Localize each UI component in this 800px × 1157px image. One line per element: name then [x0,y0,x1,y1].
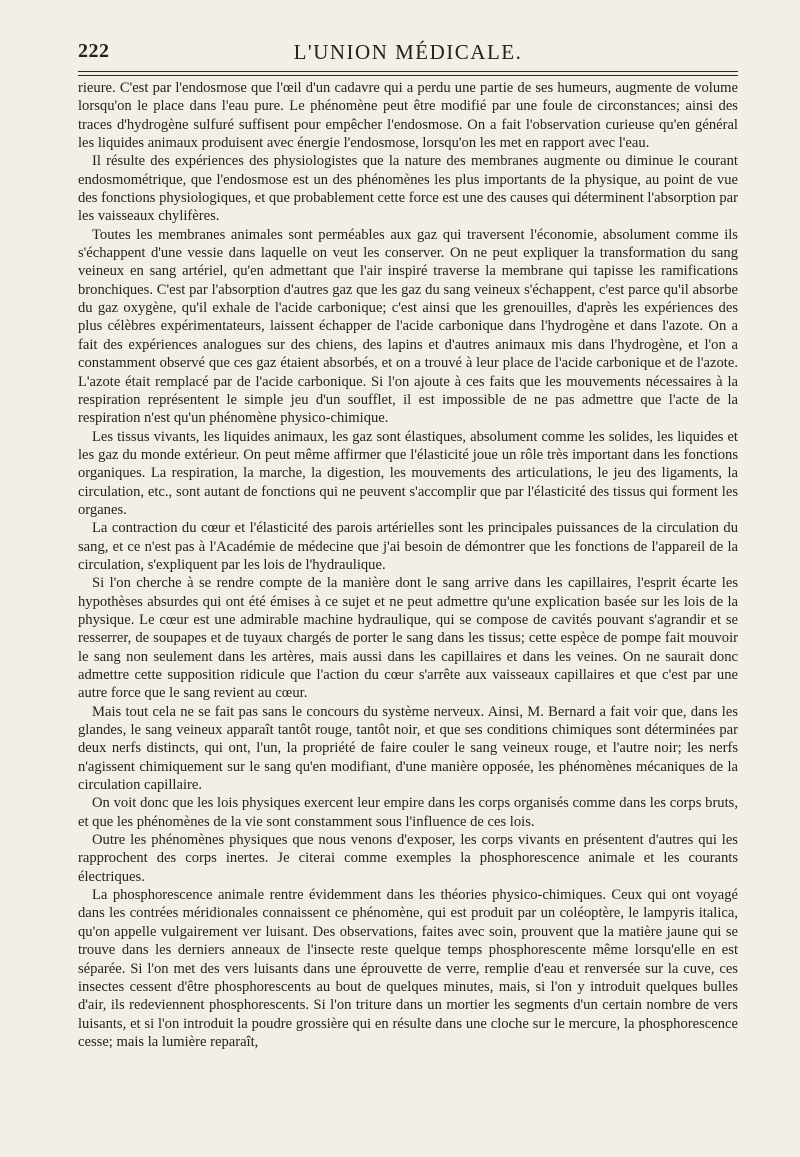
header-rule [78,71,738,72]
paragraph: La phosphorescence animale rentre évidemment dans les théories physico-chimiques. Ceux qui ont voyagé dans les contrées méridionales connaissent ce phénomène, qui est produit par un coléoptère, le lampyris italica, qu'on appelle vulgairement ver luisant. Des observations, faites avec soin, prouvent que la matière jaune qui se trouve dans les derniers anneaux de l'insecte reste quelque temps phosphorescente même lorsqu'elle en est séparée. Si l'on met des vers luisants dans une éprouvette de verre, remplie d'eau et renversée sur la cuve, ces insectes cessent d'être phosphorescents au bout de quelques minutes, mais, si l'on y introduit quelques bulles d'air, ils redeviennent phosphorescents. Si l'on triture dans un mortier les segments d'un certain nombre de vers luisants, et si l'on introduit la poudre grossière qui en résulte dans une cloche sur le mercure, la phosphorescence cesse; mais la lumière reparaît, [78,887,738,1050]
article-body [78,79,738,1149]
page-header [78,40,738,70]
paragraph: Toutes les membranes animales sont perméables aux gaz qui traversent l'économie, absolument comme ils s'échappent d'une vessie dans laquelle on veut les conserver. On ne peut expliquer la transformation du sang veineux en sang artériel, qu'en admettant que l'air inspiré traverse la membrane qui tapisse les ramifications bronchiques. C'est par l'absorption d'autres gaz que les gaz du sang veineux s'échappent, c'est parce qu'il absorbe du gaz oxygène, qu'il exhale de l'acide carbonique; c'est ainsi que les grenouilles, d'après les expériences des plus célèbres expérimentateurs, laissent échapper de l'acide carbonique dans l'hydrogène et dans l'azote. On a fait des expériences analogues sur des chiens, des lapins et d'autres animaux mis dans l'hydrogène, et l'on a constamment observé que ces gaz étaient absorbés, et on a trouvé à leur place de l'acide carbonique et de l'azote. L'azote était remplacé par de l'acide carbonique. Si l'on ajoute à ces faits que les mouvements nécessaires à la respiration représentent le simple jeu d'un soufflet, il est impossible de ne pas admettre que l'acte de la respiration n'est qu'un phénomène physico-chimique. [78,226,738,427]
paragraph: Outre les phénomènes physiques que nous venons d'exposer, les corps vivants en présentent d'autres qui les rapprochent des corps inertes. Je citerai comme exemples la phosphorescence animale et les courants électriques. [78,832,738,885]
paragraph: Mais tout cela ne se fait pas sans le concours du système nerveux. Ainsi, M. Bernard a fait voir que, dans les glandes, le sang veineux apparaît tantôt rouge, tantôt noir, et que ses conditions chimiques sont déterminées par deux nerfs distincts, qui ont, l'un, la propriété de faire couler le sang veineux rouge, et l'autre noir; les nerfs n'agissent chimiquement sur le sang qu'en modifiant, d'une manière opposée, les phénomènes mécaniques de la circulation capillaire. [78,703,738,794]
paragraph: Il résulte des expériences des physiologistes que la nature des membranes augmente ou diminue le courant endosmométrique, que l'endosmose est un des phénomènes les plus importants de la physique, au point de vue des fonctions physiologiques, et que probablement cette force est une des causes qui déterminent l'absorption par les vaisseaux chylifères. [78,153,738,225]
page-number: 222 [78,40,110,62]
paragraph: Les tissus vivants, les liquides animaux, les gaz sont élastiques, absolument comme les solides, les liquides et les gaz du monde extérieur. On peut même affirmer que l'élasticité joue un rôle très important dans les fonctions organiques. La respiration, la marche, la digestion, les mouvements des articulations, le jeu des ligaments, la circulation, etc., sont autant de fonctions qui ne peuvent s'accomplir que par l'élasticité des tissus qui forment les organes. [78,428,738,518]
paragraph: La contraction du cœur et l'élasticité des parois artérielles sont les principales puissances de la circulation du sang, et ce n'est pas à l'Académie de médecine que j'ai besoin de démontrer que les fonctions de l'appareil de la circulation, s'expliquent par les lois de l'hydraulique. [78,520,738,573]
paragraph: Si l'on cherche à se rendre compte de la manière dont le sang arrive dans les capillaires, l'esprit écarte les hypothèses absurdes qui ont été émises à ce sujet et ne peut admettre qu'une explication basée sur les lois de la physique. Le cœur est une admirable machine hydraulique, qui se compose de cavités pouvant s'agrandir et se resserrer, de soupapes et de tuyaux chargés de porter le sang dans les tissus; cette espèce de pompe fait mouvoir le sang non seulement dans les artères, mais aussi dans les capillaires et dans les veines. On ne saurait donc admettre cette supposition ridicule que l'action du cœur s'arrête aux vaisseaux capillaires et que c'est par une autre force que le sang revient au cœur. [78,575,738,702]
paragraph: rieure. C'est par l'endosmose que l'œil d'un cadavre qui a perdu une partie de ses humeurs, augmente de volume lorsqu'on le place dans l'eau pure. Le phénomène peut être modifié par une foule de circonstances; ainsi des traces d'hydrogène sulfuré suffisent pour empêcher l'endosmose. On a fait l'observation curieuse qu'en général les liquides animaux produisent avec énergie l'endosmose, lorsqu'on les met en rapport avec l'eau. [78,80,738,152]
running-title: L'UNION MÉDICALE. [293,40,523,64]
header-rule-thin [78,75,738,76]
paragraph: On voit donc que les lois physiques exercent leur empire dans les corps organisés comme dans les corps bruts, et que les phénomènes de la vie sont constamment sous l'influence de ces lois. [78,795,738,830]
